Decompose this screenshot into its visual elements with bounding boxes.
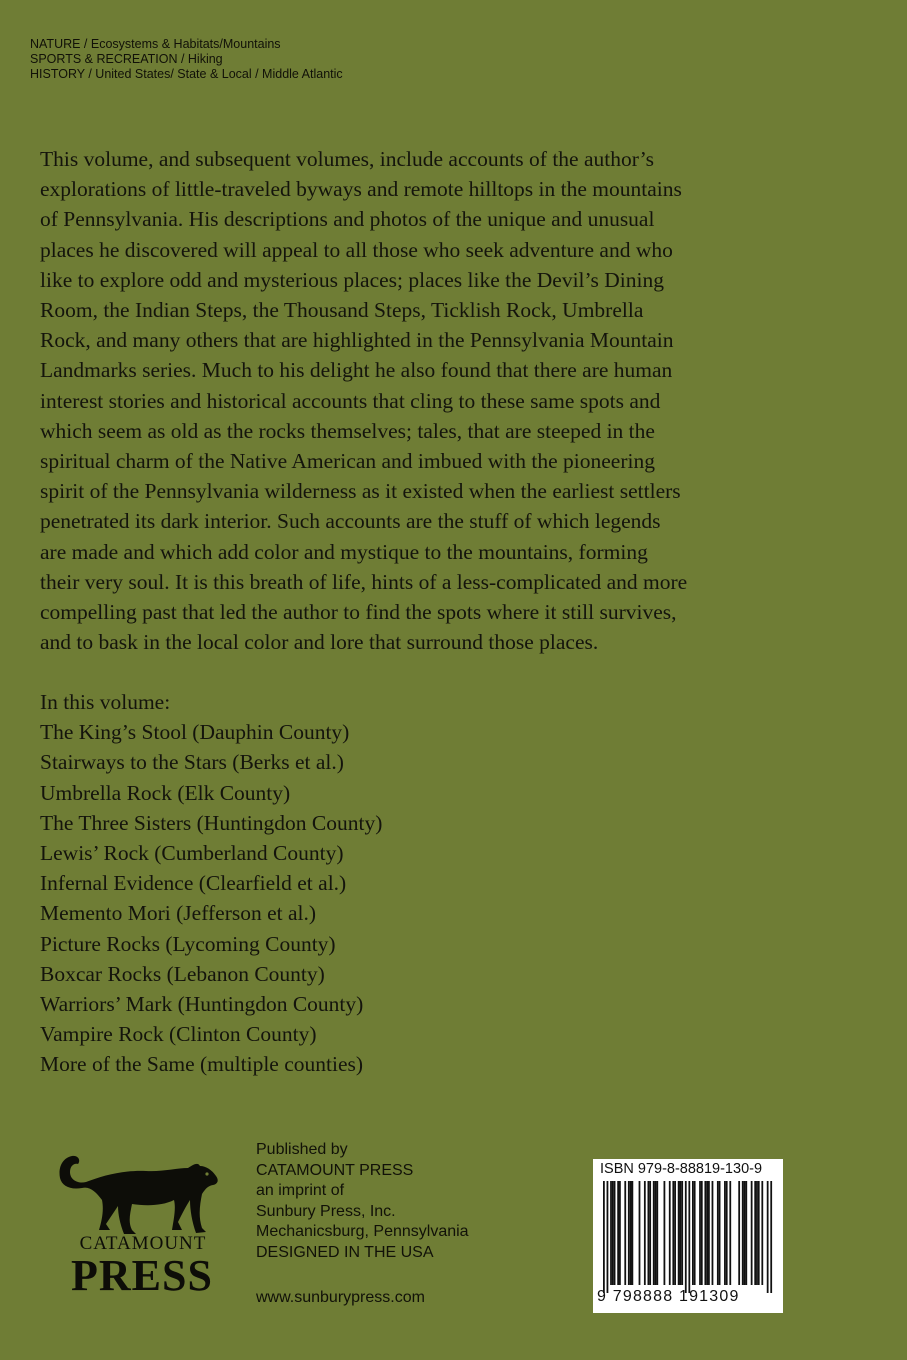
category-line: HISTORY / United States/ State & Local / Middle Atlantic	[30, 67, 343, 81]
description-line: of Pennsylvania. His descriptions and photos of the unique and unusual	[40, 207, 655, 232]
barcode-bar	[708, 1181, 710, 1285]
barcode-bar	[770, 1181, 772, 1293]
publisher-info	[256, 1140, 469, 1263]
publisher-line: an imprint of	[256, 1182, 345, 1199]
barcode-bar	[644, 1181, 646, 1285]
barcode-digits: 9 798888 191309	[597, 1288, 740, 1305]
description-line: which seem as old as the rocks themselves; tales, that are steeped in the	[40, 418, 655, 443]
barcode-bar	[664, 1181, 666, 1285]
volume-contents	[40, 687, 382, 1080]
isbn-label: ISBN 979-8-88819-130-9	[600, 1161, 763, 1177]
subject-categories	[30, 37, 343, 82]
publisher-line: Published by	[256, 1141, 348, 1158]
category-line: NATURE / Ecosystems & Habitats/Mountains	[30, 37, 281, 51]
barcode-bar	[742, 1181, 744, 1285]
contents-item: Umbrella Rock (Elk County)	[40, 780, 291, 805]
description-line: places he discovered will appeal to all those who seek adventure and who	[40, 237, 673, 262]
publisher-line: Mechanicsburg, Pennsylvania	[256, 1223, 469, 1240]
barcode-bar	[603, 1181, 605, 1293]
barcode-bar	[701, 1181, 703, 1285]
barcode-bar	[669, 1181, 671, 1285]
barcode-bar	[612, 1181, 614, 1285]
barcode-bar	[653, 1181, 655, 1285]
barcode-bar	[639, 1181, 641, 1285]
contents-item: Lewis’ Rock (Cumberland County)	[40, 841, 344, 866]
barcode-bar	[751, 1181, 753, 1285]
barcode-bar	[712, 1181, 714, 1285]
barcode-bar	[729, 1181, 731, 1285]
description-line: spirit of the Pennsylvania wilderness as it existed when the earliest settlers	[40, 479, 681, 504]
barcode-bar	[692, 1181, 694, 1285]
description-line: like to explore odd and mysterious places; places like the Devil’s Dining	[40, 267, 664, 292]
contents-item: Boxcar Rocks (Lebanon County)	[40, 961, 325, 986]
barcode-bar	[655, 1181, 657, 1285]
contents-heading: In this volume:	[40, 690, 171, 714]
isbn-barcode	[593, 1159, 783, 1313]
description-line: their very soul. It is this breath of life, hints of a less-complicated and more	[40, 569, 688, 594]
barcode-bar	[761, 1181, 763, 1285]
logo-wordmark-press: PRESS	[71, 1251, 213, 1300]
barcode-bar	[610, 1181, 612, 1285]
barcode-bar	[617, 1181, 619, 1285]
description-line: compelling past that led the author to find the spots where it still survives,	[40, 600, 677, 625]
contents-item: The King’s Stool (Dauphin County)	[40, 720, 350, 745]
contents-item: Infernal Evidence (Clearfield et al.)	[40, 871, 347, 896]
barcode-bar	[672, 1181, 674, 1285]
description-line: are made and which add color and mystique to the mountains, forming	[40, 539, 648, 564]
description-line: interest stories and historical accounts that cling to these same spots and	[40, 388, 661, 413]
barcode-bar	[756, 1181, 758, 1285]
barcode-bar	[738, 1181, 740, 1285]
barcode-bar	[699, 1181, 701, 1285]
barcode-bar	[717, 1181, 719, 1285]
barcode-bar	[694, 1181, 696, 1285]
barcode-bar	[688, 1181, 690, 1293]
description-line: and to bask in the local color and lore that surround those places.	[40, 630, 599, 655]
barcode-bar	[614, 1181, 616, 1285]
description-line: explorations of little-traveled byways and remote hilltops in the mountains	[40, 177, 682, 202]
barcode-bar	[630, 1181, 632, 1285]
barcode-bar	[656, 1181, 658, 1285]
barcode-bar	[767, 1181, 769, 1293]
publisher-line: DESIGNED IN THE USA	[256, 1243, 434, 1261]
barcode-bar	[648, 1181, 650, 1285]
barcode-bar	[706, 1181, 708, 1285]
barcode-bar	[681, 1181, 683, 1285]
barcode-bar	[624, 1181, 626, 1285]
publisher-line: Sunbury Press, Inc.	[256, 1202, 396, 1220]
barcode-bar	[678, 1181, 680, 1285]
description-line: penetrated its dark interior. Such accounts are the stuff of which legends	[40, 509, 661, 534]
barcode-bar	[704, 1181, 706, 1285]
description-line: Room, the Indian Steps, the Thousand Steps, Ticklish Rock, Umbrella	[40, 298, 644, 323]
barcode-bar	[685, 1181, 687, 1293]
barcode-bar	[744, 1181, 746, 1285]
contents-item: Picture Rocks (Lycoming County)	[40, 931, 336, 956]
description-line: Rock, and many others that are highlighted in the Pennsylvania Mountain	[40, 328, 674, 353]
barcode-bar	[745, 1181, 747, 1285]
category-line: SPORTS & RECREATION / Hiking	[30, 52, 223, 66]
barcode-bar	[631, 1181, 633, 1285]
contents-item: Warriors’ Mark (Huntingdon County)	[40, 992, 364, 1017]
barcode-bar	[724, 1181, 726, 1285]
barcode-bar	[719, 1181, 721, 1285]
publisher-line: CATAMOUNT PRESS	[256, 1161, 414, 1179]
contents-item: The Three Sisters (Huntingdon County)	[40, 810, 383, 835]
barcode-bar	[619, 1181, 621, 1285]
barcode-bar	[628, 1181, 630, 1285]
catamount-icon	[56, 1150, 222, 1240]
barcode-bar	[607, 1181, 609, 1293]
publisher-website: www.sunburypress.com	[256, 1289, 425, 1306]
barcode-bar	[680, 1181, 682, 1285]
logo-wordmark-catamount: CATAMOUNT	[79, 1233, 207, 1254]
description-line: This volume, and subsequent volumes, include accounts of the author’s	[40, 147, 655, 171]
barcode-bar	[758, 1181, 760, 1285]
barcode-bar	[649, 1181, 651, 1285]
catamount-press-logo	[56, 1150, 222, 1300]
description-line: Landmarks series. Much to his delight he also found that there are human	[40, 358, 673, 383]
contents-item: Stairways to the Stars (Berks et al.)	[40, 750, 344, 775]
barcode-bar	[754, 1181, 756, 1285]
barcode-bar	[726, 1181, 728, 1285]
description-line: spiritual charm of the Native American and imbued with the pioneering	[40, 449, 655, 474]
book-description	[40, 144, 870, 657]
contents-item: Memento Mori (Jefferson et al.)	[40, 901, 317, 926]
contents-item: More of the Same (multiple counties)	[40, 1052, 364, 1077]
barcode-bar	[674, 1181, 676, 1285]
contents-item: Vampire Rock (Clinton County)	[40, 1022, 317, 1047]
